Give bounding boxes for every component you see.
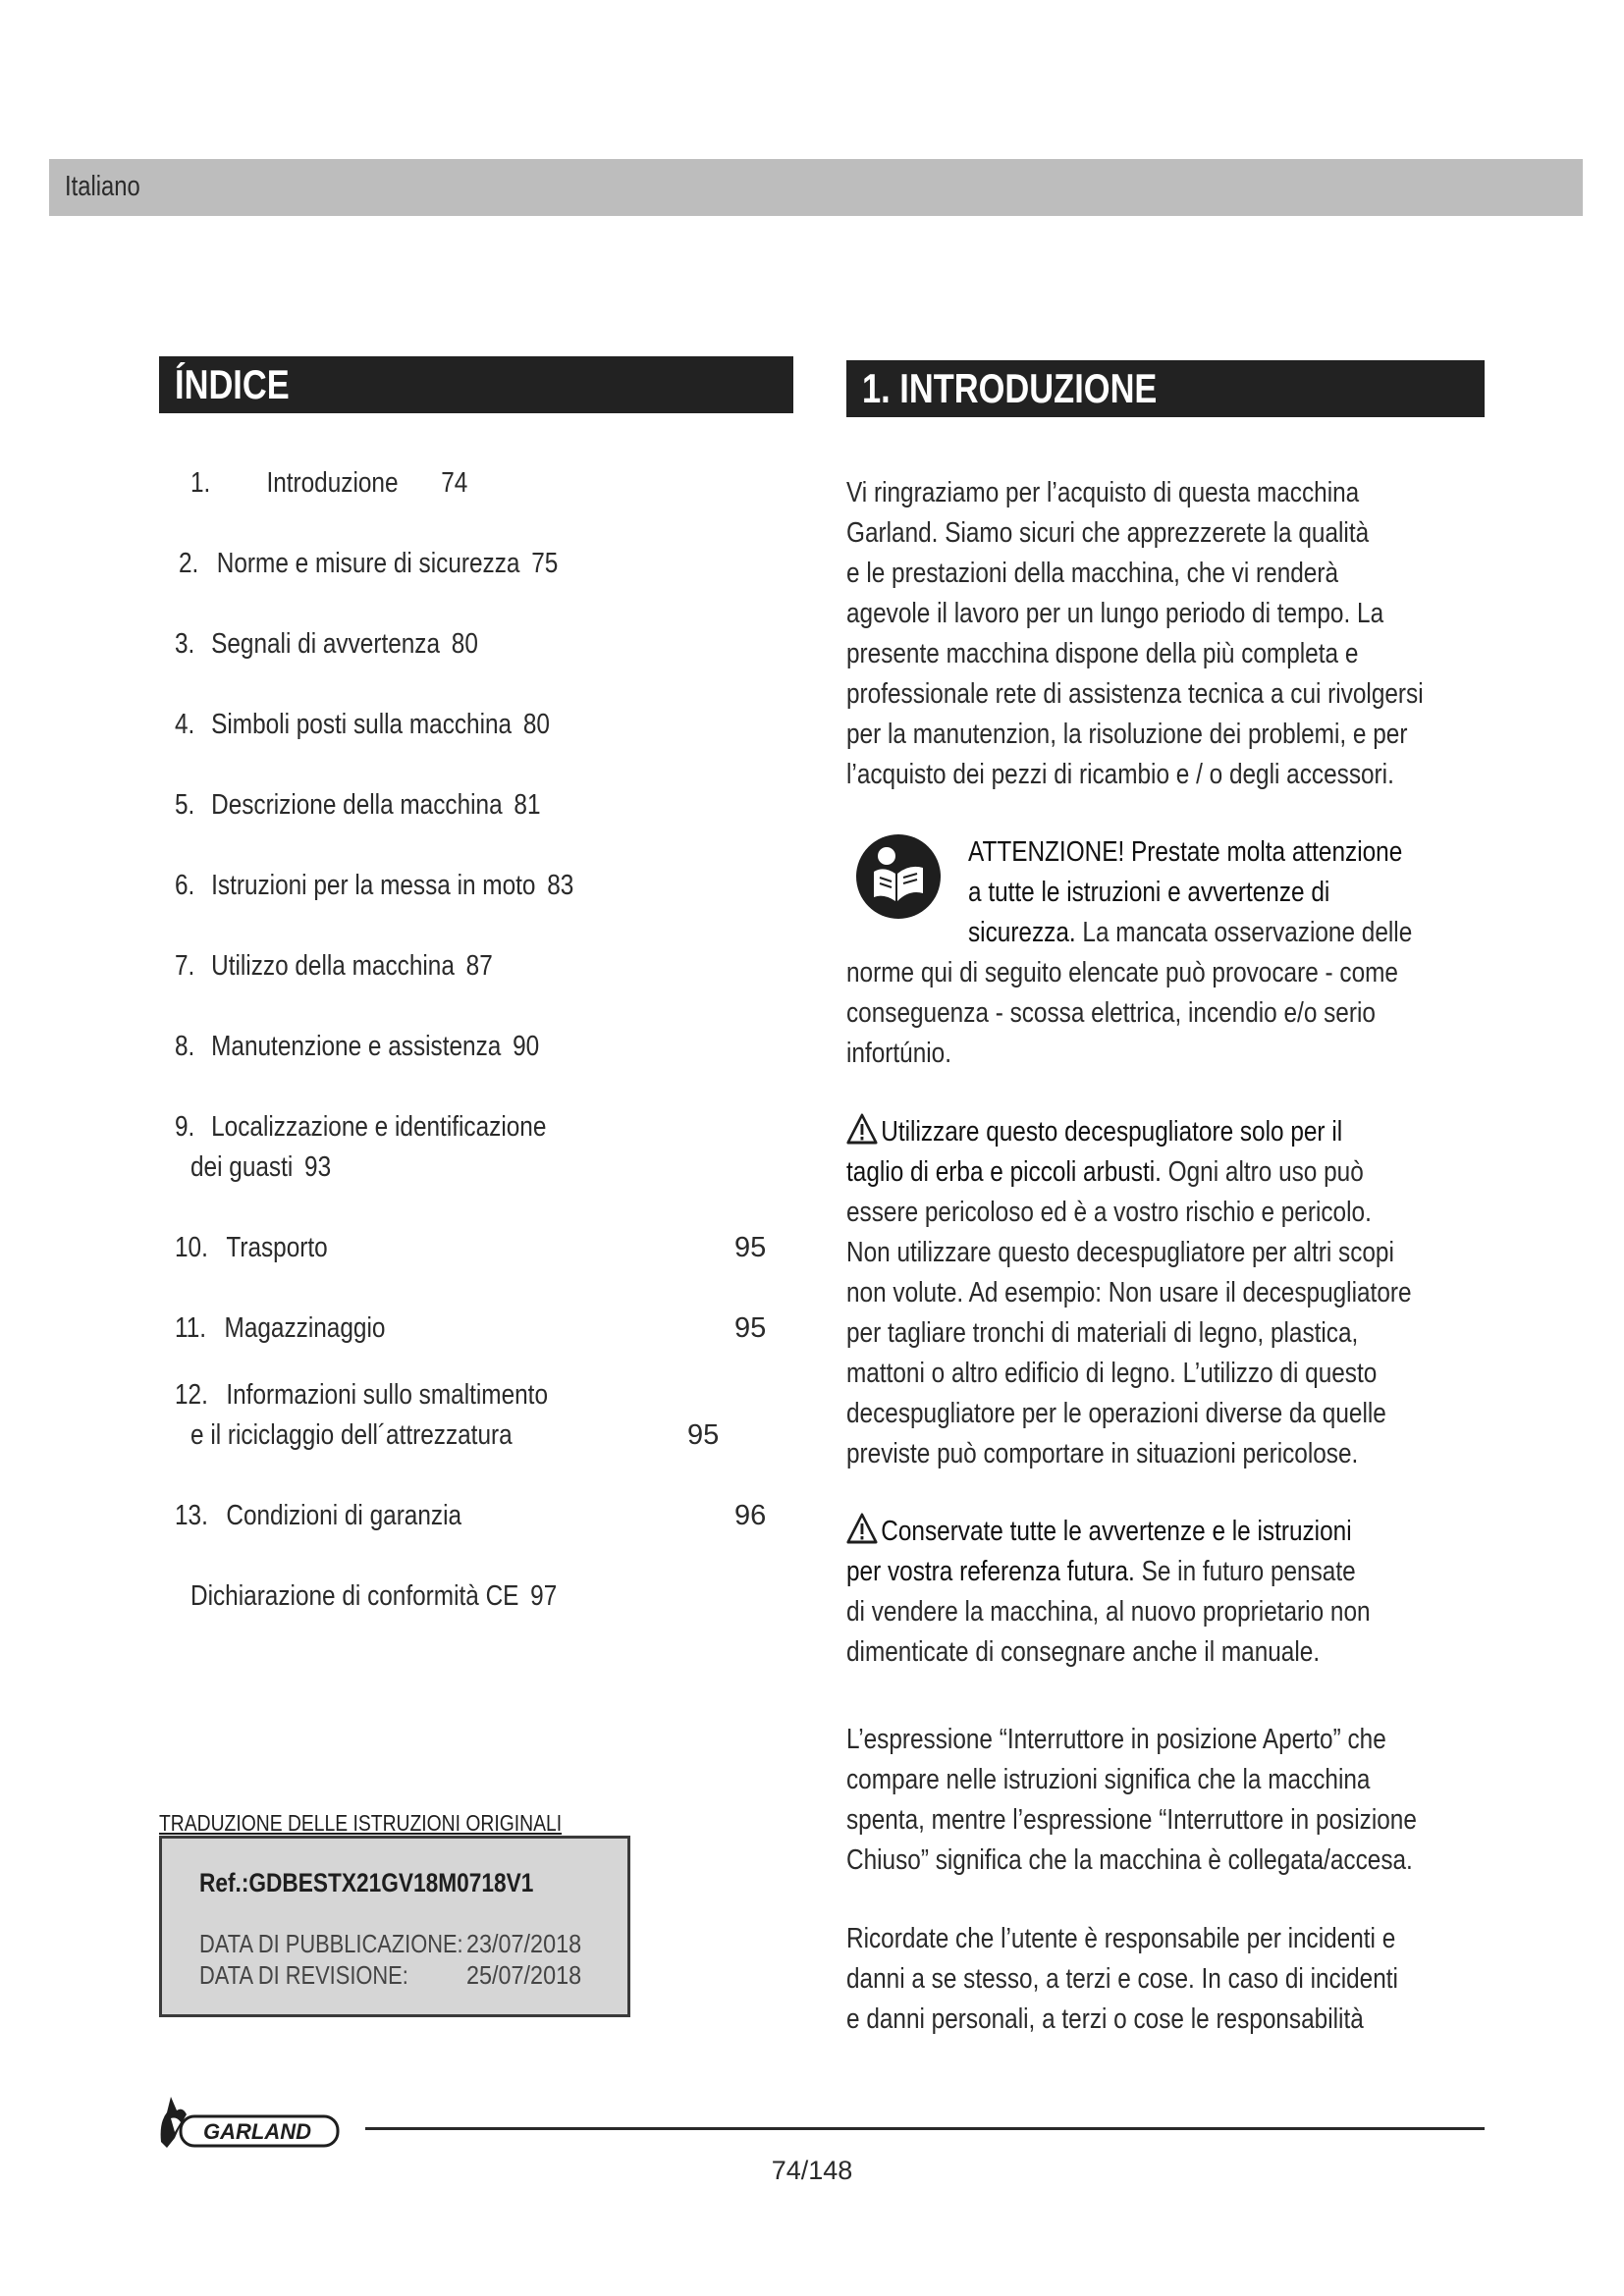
toc-entry-localizzazione[interactable]: 9. Localizzazione e identificazione: [175, 1111, 547, 1143]
language-bar: [49, 159, 1583, 216]
warning-paragraph-2: Conservate tutte le avvertenze e le istruzioni per vostra referenza futura. Se in futuro pensate di vendere la macchina, al nuovo proprietario non dimenticate di consegnare anche il manuale.: [846, 1512, 1494, 1673]
toc-entry-smaltimento[interactable]: 12. Informazioni sullo smaltimento: [175, 1379, 548, 1411]
page-number: 74/148: [771, 2156, 853, 2185]
toc-entry-localizzazione-cont[interactable]: dei guasti 93: [190, 1151, 332, 1183]
attention-paragraph: norme qui di seguito elencate può provocare - come conseguenza - scossa elettrica, incendio e/o serio infortúnio.: [846, 957, 1398, 1069]
responsibility-paragraph: Ricordate che l’utente è responsabile per incidenti e danni a se stesso, a terzi e cose. In caso di incidenti e danni personali, a terzi o cose le responsabilità: [846, 1923, 1398, 2035]
revision-date-label: DATA DI REVISIONE:: [199, 1960, 408, 1990]
garland-logo: [157, 2089, 344, 2159]
toc-entry-smaltimento-cont[interactable]: e il riciclaggio dell´attrezzatura: [190, 1419, 513, 1451]
index-heading: ÍNDICE: [159, 356, 793, 413]
attention-lead: ATTENZIONE! Prestate molta attenzione a tutte le istruzioni e avvertenze di sicurezza. La mancata osservazione delle: [968, 836, 1413, 948]
toc-entry-introduzione[interactable]: 1. Introduzione 74: [190, 467, 468, 499]
introduction-heading: 1. INTRODUZIONE: [846, 360, 1485, 417]
toc-entry-magazzinaggio[interactable]: 11. Magazzinaggio: [175, 1312, 386, 1344]
translation-note: TRADUZIONE DELLE ISTRUZIONI ORIGINALI: [159, 1810, 563, 1836]
toc-entry-descrizione[interactable]: 5. Descrizione della macchina 81: [175, 789, 541, 821]
read-manual-icon: [854, 832, 943, 926]
toc-page-trasporto: 95: [734, 1232, 767, 1263]
toc-entry-istruzioni[interactable]: 6. Istruzioni per la messa in moto 83: [175, 870, 574, 901]
publication-date-label: DATA DI PUBBLICAZIONE:: [199, 1929, 463, 1958]
toc-page-garanzia: 96: [734, 1500, 767, 1531]
reference-box: [159, 1836, 630, 2017]
toc-entry-manutenzione[interactable]: 8. Manutenzione e assistenza 90: [175, 1031, 540, 1062]
publication-date-row: [199, 1929, 582, 1959]
publication-date-value: 23/07/2018: [466, 1929, 582, 1958]
toc-entry-segnali[interactable]: 3. Segnali di avvertenza 80: [175, 628, 478, 660]
toc-entry-garanzia[interactable]: 13. Condizioni di garanzia: [175, 1500, 462, 1531]
warning-paragraph-1: Utilizzare questo decespugliatore solo per il taglio di erba e piccoli arbusti. Ogni altro uso può essere pericoloso ed è a vostro rischio e pericolo. Non utilizzare questo decespugliatore per altri scopi non volute. Ad esempio: Non usare il decespugliatore per tagliare tronchi di materiali di legno, plastica, mattoni o altro edificio di legno. L’utilizzo di questo decespugliatore per le operazioni diverse da quelle previste può comportare in situazioni pericolose.: [846, 1112, 1494, 1474]
toc-page-magazzinaggio: 95: [734, 1312, 767, 1344]
footer-divider: [365, 2127, 1485, 2130]
language-label: Italiano: [65, 171, 140, 202]
garland-logo-text: GARLAND: [203, 2119, 311, 2144]
intro-paragraph: Vi ringraziamo per l’acquisto di questa macchina Garland. Siamo sicuri che apprezzerete la qualità e le prestazioni della macchina, che vi renderà agevole il lavoro per un lungo periodo di tempo. La presente macchina dispone della più completa e professionale rete di assistenza tecnica a cui rivolgersi per la manutenzion, la risoluzione dei problemi, e per l’acquisto dei pezzi di ricambio e / o degli accessori.: [846, 477, 1424, 790]
reference-code: Ref.:GDBESTX21GV18M0718V1: [199, 1868, 534, 1897]
toc-page-smaltimento: 95: [687, 1419, 720, 1451]
toc-entry-dichiarazione[interactable]: Dichiarazione di conformità CE 97: [190, 1580, 558, 1612]
switch-paragraph: L’espressione “Interruttore in posizione Aperto” che compare nelle istruzioni significa che la macchina spenta, mentre l’espressione “Interruttore in posizione Chiuso” significa che la macchina è collegata/accesa.: [846, 1724, 1417, 1876]
toc-entry-utilizzo[interactable]: 7. Utilizzo della macchina 87: [175, 950, 493, 982]
toc-entry-simboli[interactable]: 4. Simboli posti sulla macchina 80: [175, 709, 550, 740]
warning-triangle-icon: [846, 1113, 878, 1145]
toc-entry-trasporto[interactable]: 10. Trasporto: [175, 1232, 328, 1263]
revision-date-row: [199, 1960, 582, 1991]
revision-date-value: 25/07/2018: [466, 1960, 582, 1990]
warning-triangle-icon: [846, 1513, 878, 1544]
toc-entry-norme[interactable]: 2. Norme e misure di sicurezza 75: [179, 548, 559, 579]
